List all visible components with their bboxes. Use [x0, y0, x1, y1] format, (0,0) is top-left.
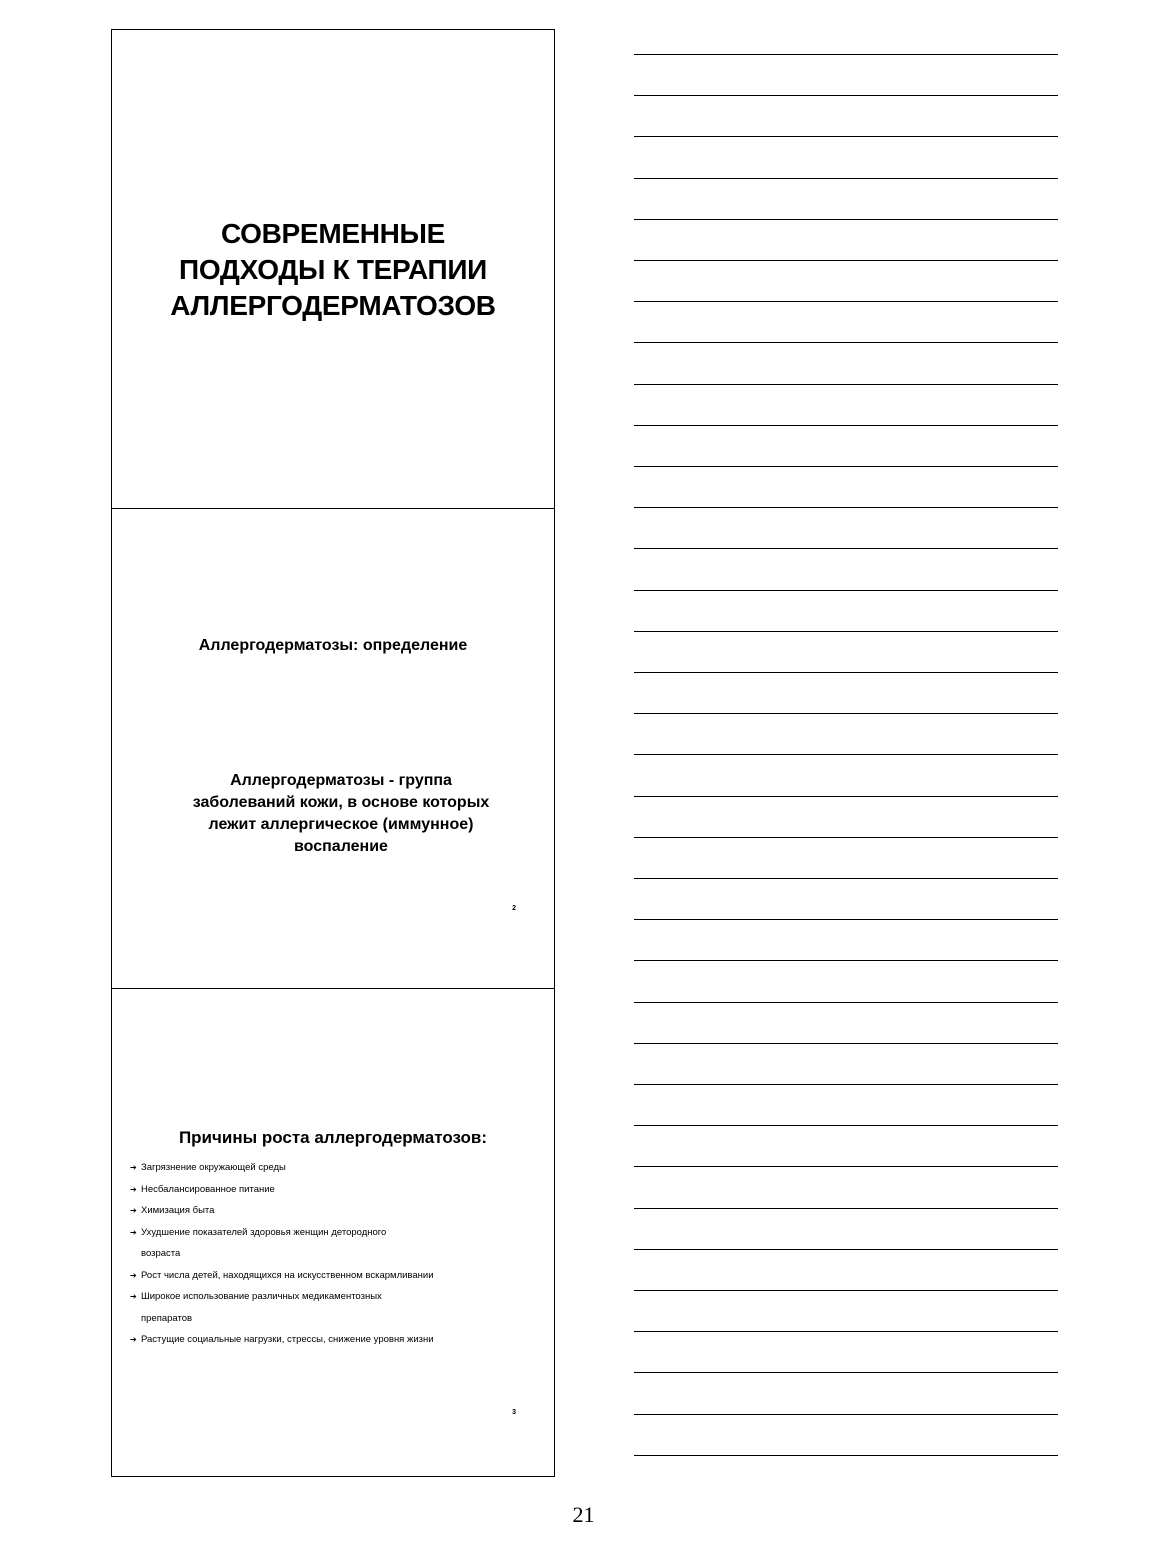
note-line: [634, 590, 1058, 591]
note-line: [634, 919, 1058, 920]
arrow-bullet-icon: ➔: [130, 1292, 137, 1301]
note-line: [634, 219, 1058, 220]
slide-title: [112, 30, 554, 509]
list-item: ➔ Несбалансированное питание: [130, 1179, 550, 1201]
slide-causes: [112, 989, 554, 1478]
note-line: [634, 1166, 1058, 1167]
note-line: [634, 342, 1058, 343]
arrow-bullet-icon: ➔: [130, 1270, 137, 1280]
note-line: [634, 754, 1058, 755]
note-line: [634, 260, 1058, 261]
list-item: ➔ Растущие социальные нагрузки, стрессы, снижение уровня жизни: [130, 1329, 550, 1351]
arrow-bullet-icon: ➔: [130, 1227, 137, 1237]
note-line: [634, 95, 1058, 96]
note-line: [634, 548, 1058, 549]
note-line: [634, 425, 1058, 426]
note-line: [634, 796, 1058, 797]
arrow-bullet-icon: ➔: [130, 1206, 137, 1215]
list-item: ➔ Загрязнение окружающей среды: [130, 1157, 550, 1179]
arrow-bullet-icon: ➔: [130, 1335, 137, 1344]
slide-heading: Причины роста аллергодерматозов:: [178, 1128, 488, 1147]
note-line: [634, 384, 1058, 385]
note-line: [634, 631, 1058, 632]
slide-number: 3: [512, 1409, 516, 1416]
note-line: [634, 466, 1058, 467]
list-item: ➔ Ухудшение показателей здоровья женщин детородного возраста: [130, 1222, 550, 1265]
note-line: [634, 672, 1058, 673]
note-line: [634, 178, 1058, 179]
note-line: [634, 1002, 1058, 1003]
note-line: [634, 136, 1058, 137]
page-number: 21: [572, 1502, 595, 1527]
note-line: [634, 301, 1058, 302]
note-line: [634, 1331, 1058, 1332]
slide-heading: Аллергодерматозы: определение: [198, 637, 468, 654]
list-item: ➔ Рост числа детей, находящихся на искусственном вскармливании: [130, 1265, 550, 1287]
note-line: [634, 1290, 1058, 1291]
note-line: [634, 1043, 1058, 1044]
note-line: [634, 837, 1058, 838]
slides-column: [111, 29, 555, 1477]
arrow-bullet-icon: ➔: [130, 1163, 137, 1172]
slide-number: 2: [512, 905, 516, 912]
notes-lines: [634, 54, 1058, 1464]
causes-list: [130, 1157, 550, 1351]
note-line: [634, 1084, 1058, 1085]
note-line: [634, 1249, 1058, 1250]
arrow-bullet-icon: ➔: [130, 1184, 137, 1194]
note-line: [634, 54, 1058, 55]
note-line: [634, 1208, 1058, 1209]
note-line: [634, 1414, 1058, 1415]
presentation-title: СОВРЕМЕННЫЕ ПОДХОДЫ К ТЕРАПИИ АЛЛЕРГОДЕРМАТОЗОВ: [170, 218, 496, 321]
definition-text: Аллергодерматозы - группа заболеваний кожи, в основе которых лежит аллергическое (иммунное) воспаление: [192, 772, 490, 855]
list-item: ➔ Широкое использование различных медикаментозных препаратов: [130, 1286, 550, 1329]
note-line: [634, 1125, 1058, 1126]
note-line: [634, 713, 1058, 714]
note-line: [634, 1455, 1058, 1456]
note-line: [634, 960, 1058, 961]
slide-definition: [112, 509, 554, 989]
list-item: ➔ Химизация быта: [130, 1200, 550, 1222]
note-line: [634, 1372, 1058, 1373]
note-line: [634, 878, 1058, 879]
note-line: [634, 507, 1058, 508]
